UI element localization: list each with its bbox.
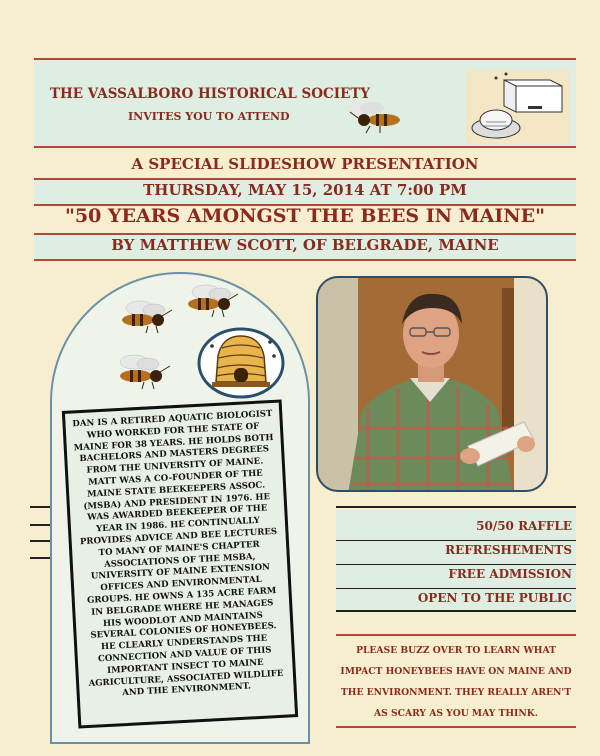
feature-raffle: 50/50 RAFFLE	[476, 519, 572, 533]
divider-line	[30, 540, 52, 542]
feature-open-public: OPEN TO THE PUBLIC	[417, 591, 572, 605]
rule	[336, 726, 576, 728]
org-name: THE VASSALBORO HISTORICAL SOCIETY	[50, 86, 371, 102]
divider-line	[30, 524, 52, 526]
event-title: "50 YEARS AMONGST THE BEES IN MAINE"	[64, 205, 546, 227]
divider-line	[336, 506, 576, 508]
event-speaker: BY MATTHEW SCOTT, OF BELGRADE, MAINE	[111, 236, 499, 254]
buzz-line: IMPACT HONEYBEES HAVE ON MAINE AND	[340, 666, 572, 677]
divider-line	[336, 610, 576, 612]
event-line1: A SPECIAL SLIDESHOW PRESENTATION	[131, 155, 479, 173]
divider-line	[336, 588, 576, 589]
speaker-photo	[316, 276, 548, 492]
bee-icon	[340, 100, 406, 134]
rule	[336, 634, 576, 636]
buzz-line: THE ENVIRONMENT. THEY REALLY AREN'T	[340, 687, 572, 698]
buzz-line: AS SCARY AS YOU MAY THINK.	[374, 708, 538, 719]
bio-text: DAN IS A RETIRED AQUATIC BIOLOGIST WHO WORKED FOR THE STATE OF MAINE FOR 38 YEARS. HE HOLDS BOTH BACHELORS AND MASTERS DEGREES FROM THE UNIVERSITY OF MAINE. MATT WAS A CO-FOUNDER OF THE MAINE STATE BEEKEEPERS ASSOC. (MSBA) AND PRESIDENT IN 1976. HE WAS AWARDED BEEKEEPER OF THE YEAR IN 1986. HE CONTINUALLY PROVIDES ADVICE AND BEE LECTURES TO MANY OF MAINE'S CHAPTER ASSOCIATIONS OF THE MSBA, UNIVERSITY OF MAINE EXTENSION OFFICES AND ENVIRONMENTAL GROUPS. HE OWNS A 135 ACRE FARM IN BELGRADE WHERE HE MANAGES HIS WOODLOT AND MAINTAINS SEVERAL COLONIES OF HONEYBEES. HE CLEARLY UNDERSTANDS THE CONNECTION AND VALUE OF THIS IMPORTANT INSECT TO MAINE AGRICULTURE, ASSOCIATED WILDLIFE AND THE ENVIRONMENT.	[72, 408, 284, 699]
divider-line	[336, 540, 576, 541]
beehive-icon	[466, 70, 570, 144]
buzz-line: PLEASE BUZZ OVER TO LEARN WHAT	[356, 645, 556, 656]
bee-icon	[184, 280, 244, 318]
bee-icon	[118, 296, 178, 334]
bee-icon	[112, 350, 172, 390]
rule	[34, 146, 576, 148]
skep-hive-icon	[196, 326, 286, 400]
divider-line	[30, 506, 52, 508]
feature-refreshments: REFRESHEMENTS	[445, 543, 572, 557]
speaker-photo-image	[318, 278, 548, 492]
divider-line	[336, 564, 576, 565]
event-date: THURSDAY, MAY 15, 2014 AT 7:00 PM	[143, 181, 467, 199]
buzz-text	[336, 640, 576, 724]
divider-line	[30, 557, 52, 559]
bio-card	[62, 399, 298, 728]
invite-text: INVITES YOU TO ATTEND	[128, 110, 290, 123]
feature-free-admission: FREE ADMISSION	[448, 567, 572, 581]
